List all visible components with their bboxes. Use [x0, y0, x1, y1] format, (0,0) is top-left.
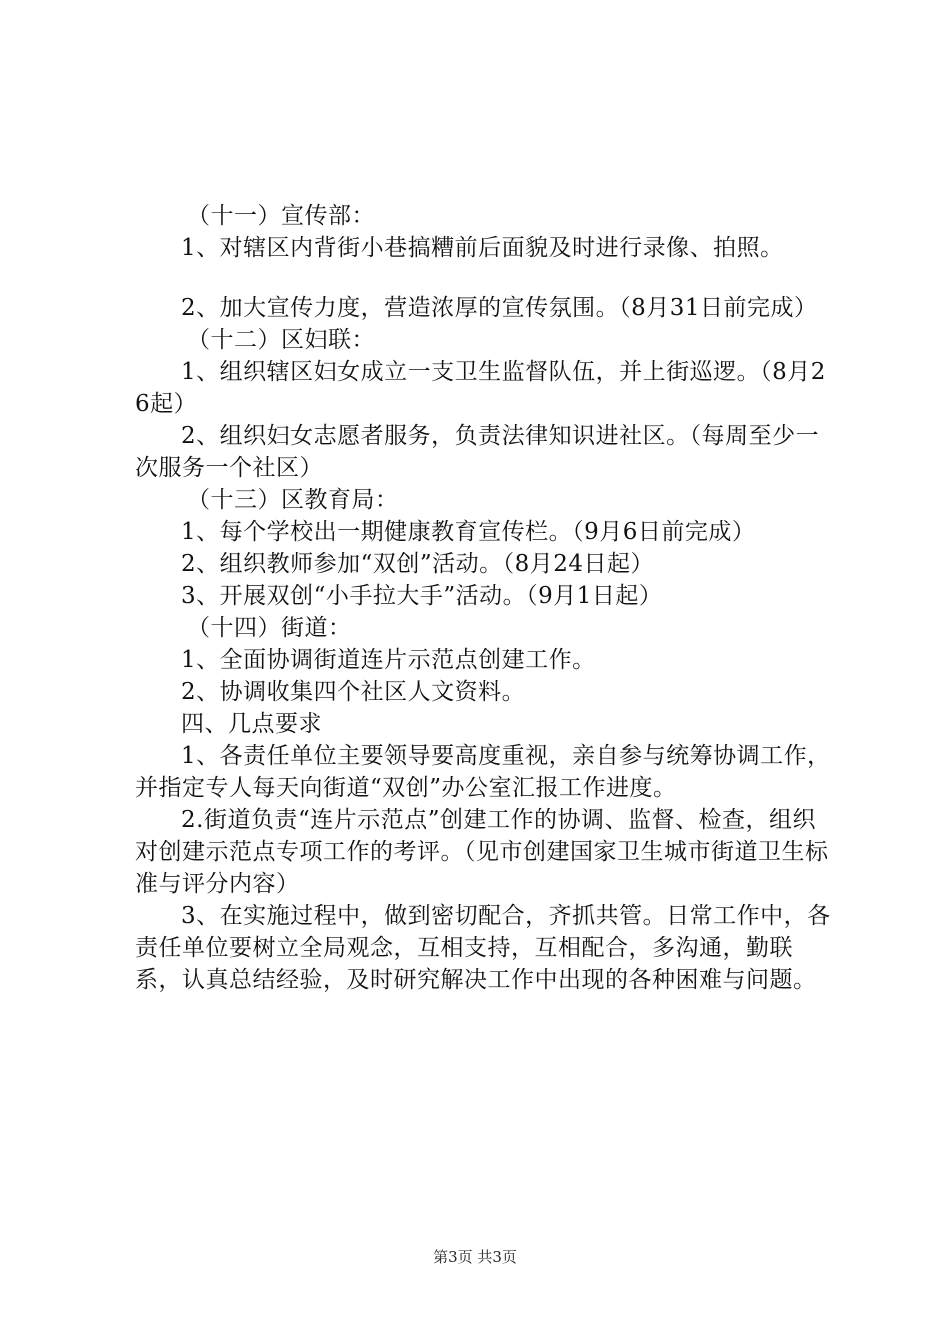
page-number-footer: 第3页 共3页 — [433, 1248, 517, 1266]
paragraph: 1、对辖区内背街小巷搞糟前后面貌及时进行录像、拍照。 — [181, 235, 784, 261]
paragraph: 2、协调收集四个社区人文资料。 — [181, 679, 526, 705]
paragraph: 3、开展双创“小手拉大手”活动。（9月1日起） — [181, 583, 663, 609]
section-heading-street: （十四）街道： — [187, 615, 352, 641]
section-heading-womens-federation: （十二）区妇联： — [187, 327, 375, 353]
document-body — [135, 200, 835, 996]
section-heading-publicity: （十一）宣传部： — [187, 203, 375, 229]
paragraph: 2、组织妇女志愿者服务，负责法律知识进社区。（每周至少一次服务一个社区） — [135, 423, 820, 481]
paragraph: 2、加大宣传力度，营造浓厚的宣传氛围。（8月31日前完成） — [181, 295, 818, 321]
paragraph: 1、组织辖区妇女成立一支卫生监督队伍，并上街巡逻。（8月26起） — [135, 359, 826, 417]
paragraph: 1、全面协调街道连片示范点创建工作。 — [181, 647, 596, 673]
paragraph: 1、每个学校出一期健康教育宣传栏。（9月6日前完成） — [181, 519, 756, 545]
spacer — [135, 264, 835, 292]
paragraph: 3、在实施过程中，做到密切配合，齐抓共管。日常工作中，各责任单位要树立全局观念，互相支持，互相配合，多沟通，勤联系，认真总结经验，及时研究解决工作中出现的各种困难与问题。 — [135, 903, 831, 993]
paragraph: 1、各责任单位主要领导要高度重视，亲自参与统筹协调工作，并指定专人每天向街道“双创”办公室汇报工作进度。 — [135, 743, 831, 801]
section-heading-requirements: 四、几点要求 — [181, 711, 322, 737]
paragraph: 2、组织教师参加“双创”活动。（8月24日起） — [181, 551, 655, 577]
section-heading-education-bureau: （十三）区教育局： — [187, 487, 399, 513]
paragraph: 2.街道负责“连片示范点”创建工作的协调、监督、检查，组织对创建示范点专项工作的考评。（见市创建国家卫生城市街道卫生标准与评分内容） — [135, 807, 829, 897]
